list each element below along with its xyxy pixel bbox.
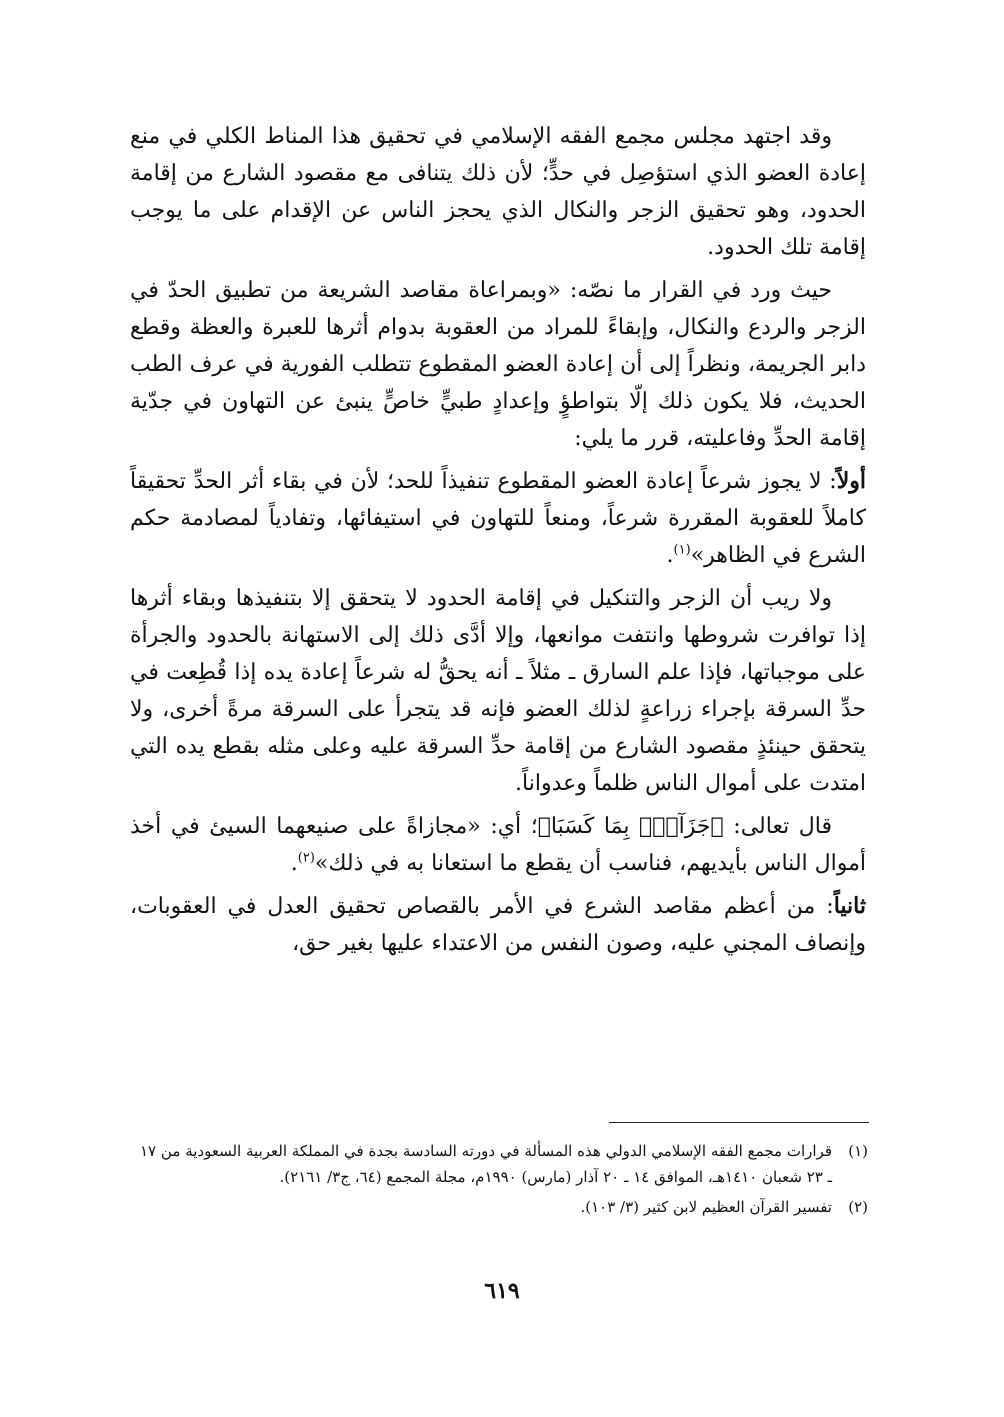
paragraph-6-lead: ثانياً xyxy=(833,893,866,919)
footnote-2-number: (٢) xyxy=(848,1198,868,1216)
footnote-1 xyxy=(140,1138,868,1190)
paragraph-4 xyxy=(130,580,866,802)
paragraph-6 xyxy=(130,888,866,962)
paragraph-4-text: ولا ريب أن الزجر والتنكيل في إقامة الحدود لا يتحقق إلا بتنفيذها وبقاء أثرها إذا توافرت شروطها وانتفت موانعها، وإلا أدَّى ذلك إلى الاستهانة بالحدود والجرأة على موجباتها، فإذا علم السارق ـ مثلاً ـ أنه يحقُّ له شرعاً إعادة يده إذا قُطِعت في حدِّ السرقة بإجراء زراعةٍ لذلك العضو فإنه قد يتجرأ على السرقة مرةً أخرى، ولا يتحقق حينئذٍ مقصود الشارع من إقامة حدِّ السرقة عليه وعلى مثله بقطع يده التي امتدت على أموال الناس ظلماً وعدواناً. xyxy=(130,586,866,796)
paragraph-5-text: قال تعالى: ﴿جَزَآءَۢ بِمَا كَسَبَا﴾؛ أي: «مجازاةً على صنيعهما السيئ في أخذ أموال الناس بأيديهم، فناسب أن يقطع ما استعانا به في ذلك» xyxy=(130,814,866,876)
paragraph-2-text: حيث ورد في القرار ما نصّه: «وبمراعاة مقاصد الشريعة من تطبيق الحدّ في الزجر والردع والنكال، وإبقاءً للمراد من العقوبة بدوام أثرها للعبرة والعظة وقطع دابر الجريمة، ونظراً إلى أن إعادة العضو المقطوع تتطلب الفورية في عرف الطب الحديث، فلا يكون ذلك إلّا بتواطؤٍ وإعدادٍ طبيٍّ خاصٍّ ينبئ عن التهاون في جدّية إقامة الحدِّ وفاعليته، قرر ما يلي: xyxy=(130,278,866,451)
paragraph-3-lead: أولاً xyxy=(836,468,866,494)
main-text xyxy=(130,118,866,962)
paragraph-5 xyxy=(130,808,866,882)
paragraph-5-tail: . xyxy=(290,851,298,876)
footnote-1-number: (١) xyxy=(848,1142,868,1160)
paragraph-3-text: : لا يجوز شرعاً إعادة العضو المقطوع تنفيذاً للحد؛ لأن في بقاء أثر الحدِّ تحقيقاً كاملاً للعقوبة المقررة شرعاً، ومنعاً للتهاون في استيفائها، وتفادياً لمصادمة حكم الشرع في الظاهر» xyxy=(130,469,866,568)
footnote-2 xyxy=(140,1194,868,1220)
footnote-1-text: قرارات مجمع الفقه الإسلامي الدولي هذه المسألة في دورته السادسة بجدة في المملكة العربية السعودية من ١٧ ـ ٢٣ شعبان ١٤١٠هـ، الموافق ١٤ ـ ٢٠ آذار (مارس) ١٩٩٠م، مجلة المجمع (٦٤، ج٣/ ٢١٦١). xyxy=(140,1142,832,1186)
footnote-separator xyxy=(609,1122,869,1123)
paragraph-1 xyxy=(130,118,866,266)
footnotes xyxy=(140,1138,868,1224)
paragraph-1-text: وقد اجتهد مجلس مجمع الفقه الإسلامي في تحقيق هذا المناط الكلي في منع إعادة العضو الذي استؤصِل في حدٍّ؛ لأن ذلك يتنافى مع مقصود الشارع من إقامة الحدود، وهو تحقيق الزجر والنكال الذي يحجز الناس عن الإقدام على ما يوجب إقامة تلك الحدود. xyxy=(130,124,866,260)
paragraph-2 xyxy=(130,272,866,457)
page-number: ٦١٩ xyxy=(484,1278,520,1304)
paragraph-3-tail: . xyxy=(666,543,674,568)
footnote-ref-1[interactable]: (١) xyxy=(673,542,691,558)
paragraph-3 xyxy=(130,463,866,574)
paragraph-6-text: : من أعظم مقاصد الشرع في الأمر بالقصاص تحقيق العدل في العقوبات، وإنصاف المجني عليه، وصون النفس من الاعتداء عليها بغير حق، xyxy=(130,894,866,956)
footnote-2-text: تفسير القرآن العظيم لابن كثير (٣/ ١٠٣). xyxy=(580,1198,832,1216)
footnote-ref-2[interactable]: (٢) xyxy=(297,850,315,866)
